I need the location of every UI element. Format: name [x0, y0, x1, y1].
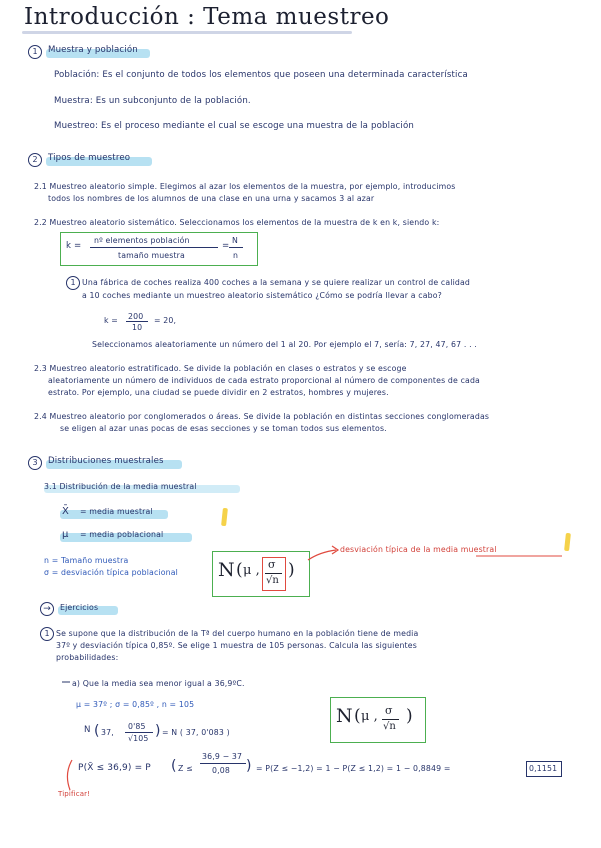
part-a: a) Que la media sea menor igual a 36,9ºC. [72, 679, 245, 688]
formula2-paren-close: ) [406, 706, 413, 726]
xbar-symbol: X̄ [62, 506, 70, 517]
dist-den: √105 [128, 734, 149, 743]
formula2-n-symbol: N [336, 705, 353, 727]
mu-symbol: μ [62, 529, 69, 540]
section2-heading: Tipos de muestreo [48, 153, 131, 163]
formula-sigma: σ [268, 558, 276, 571]
item24-line1: 2.4 Muestreo aleatorio por conglomerados o áreas. Se divide la población en distintas secciones conglomeradas [34, 412, 490, 421]
mu-text: = media poblacional [80, 530, 164, 539]
example-number: 1 [66, 276, 80, 290]
example-k-result: = 20, [154, 316, 177, 325]
tipificar-arrow-icon [67, 760, 72, 790]
prob-paren-close: ) [246, 758, 252, 774]
exercise-line3: probabilidades: [56, 653, 119, 662]
prob-den: 0,08 [212, 766, 230, 775]
dist-paren-close: ) [155, 723, 161, 739]
formula-paren-open: ( [236, 560, 243, 580]
section1-line-muestreo: Muestreo: Es el proceso mediante el cual se escoge una muestra de la población [54, 121, 414, 131]
section1-line-poblacion: Población: Es el conjunto de todos los elementos que poseen una determinada característica [54, 70, 468, 80]
prob-right: = P(Z ≤ −1,2) = 1 − P(Z ≤ 1,2) = 1 − 0,8849 = [256, 764, 451, 773]
item21-line2: todos los nombres de los alumnos de una clase en una urna y sacamos 3 al azar [48, 194, 375, 203]
example-line1: Una fábrica de coches realiza 400 coches a la semana y se quiere realizar un control de calidad [82, 278, 471, 287]
k-big-n: N [232, 236, 238, 245]
answer: 0,1151 [529, 764, 558, 773]
item23-line2: aleatoriamente un número de individuos de cada estrato proporcional al número de componentes de cada [48, 376, 480, 385]
n-definition: n = Tamaño muestra [44, 556, 129, 565]
section1-heading: Muestra y población [48, 45, 138, 55]
item23-line1: 2.3 Muestreo aleatorio estratificado. Se divide la población en clases o estratos y se escoge [34, 364, 407, 373]
formula2-mu: μ , [361, 709, 378, 724]
k-label: k = [66, 241, 82, 251]
k-denominator: tamaño muestra [118, 251, 185, 260]
section1-line-muestra: Muestra: Es un subconjunto de la población. [54, 96, 251, 106]
formula-sqrtn: √n [266, 575, 279, 586]
item22-line: 2.2 Muestreo aleatorio sistemático. Seleccionamos los elementos de la muestra de k en k, siendo k: [34, 218, 440, 227]
page-title: Introducción : Tema muestreo [24, 4, 390, 30]
section-number-1: 1 [28, 45, 42, 59]
item23-line3: estrato. Por ejemplo, una ciudad se puede dividir en 2 estratos, hombres y mujeres. [48, 388, 389, 397]
exercise-line2: 37º y desviación típica 0,85º. Se elige 1 muestra de 105 personas. Calcula las siguientes [56, 641, 417, 650]
formula2-sqrtn: √n [383, 721, 396, 732]
example-k-num: 200 [128, 312, 144, 321]
section-number-2: 2 [28, 153, 42, 167]
section-number-3: 3 [28, 456, 42, 470]
item24-line2: se eligen al azar unas pocas de esas secciones y se toman todos sus elementos. [60, 424, 387, 433]
formula-mu: μ , [243, 563, 260, 578]
formula2-paren-open: ( [354, 706, 361, 726]
annotation-text: desviación típica de la media muestral [340, 545, 497, 554]
tipificar-note: Tipificar! [58, 790, 91, 798]
exercises-arrow-icon: → [40, 602, 54, 616]
prob-left: P(X̄ ≤ 36,9) = P [78, 763, 151, 773]
xbar-text: = media muestral [80, 507, 153, 516]
dist-n: N [84, 725, 91, 735]
formula-n-symbol: N [218, 559, 235, 581]
exercise-line1: Se supone que la distribución de la Tª del cuerpo humano en la población tiene de media [56, 629, 419, 638]
example-k-den: 10 [132, 323, 143, 332]
dist-paren-open: ( [94, 723, 100, 739]
k-equals: = [222, 241, 230, 251]
section3-heading: Distribuciones muestrales [48, 456, 164, 466]
prob-z: Z ≤ [178, 764, 193, 773]
sub31-heading: 3.1 Distribución de la media muestral [44, 482, 197, 491]
example-select: Seleccionamos aleatoriamente un número del 1 al 20. Por ejemplo el 7, sería: 7, 27, 47, 67 . . . [92, 340, 477, 349]
k-small-n: n [233, 251, 239, 260]
prob-paren-open: ( [171, 758, 177, 774]
example-line2: a 10 coches mediante un muestreo aleatorio sistemático ¿Cómo se podría llevar a cabo? [82, 291, 442, 300]
formula-paren-close: ) [288, 560, 295, 580]
annotation-arrow-icon [308, 550, 336, 560]
given-values: μ = 37º ; σ = 0,85º , n = 105 [76, 700, 195, 709]
dist-num: 0'85 [128, 722, 146, 731]
dist-equals: = N ( 37, 0'083 ) [162, 728, 230, 737]
item21-line1: 2.1 Muestreo aleatorio simple. Elegimos al azar los elementos de la muestra, por ejemplo, introducimos [34, 182, 456, 191]
prob-num: 36,9 − 37 [202, 752, 243, 761]
dist-mu: 37, [101, 728, 114, 737]
example-k-label: k = [104, 316, 118, 325]
formula2-sigma: σ [385, 704, 393, 717]
exercises-heading: Ejercicios [60, 603, 99, 612]
sigma-definition: σ = desviación típica poblacional [44, 568, 178, 577]
k-numerator: nº elementos población [94, 236, 190, 245]
exercise-number: 1 [40, 627, 54, 641]
